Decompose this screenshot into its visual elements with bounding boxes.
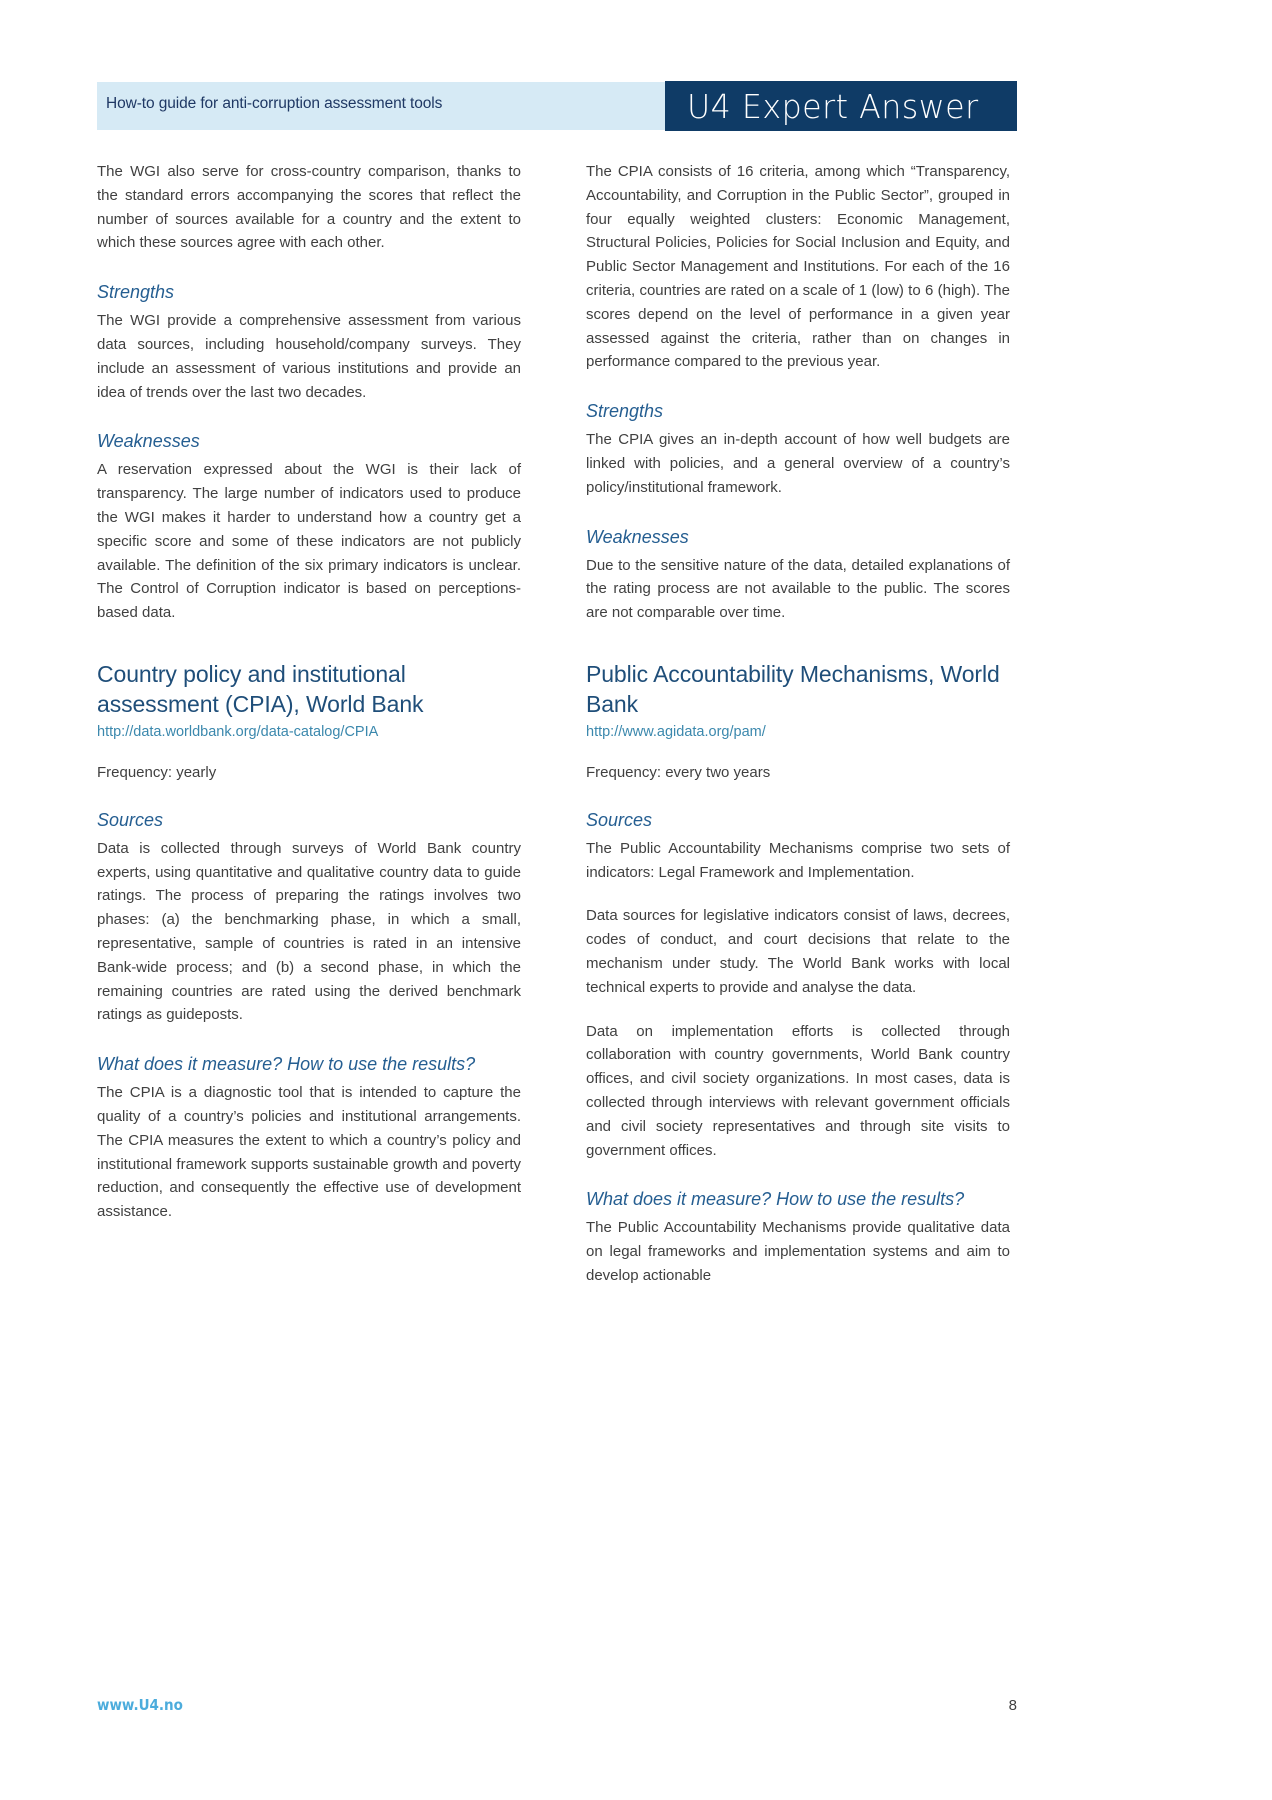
- cpia-weaknesses-paragraph: Due to the sensitive nature of the data, detailed explanations of the rating process are not available to the public. The scores are not comparable over time.: [586, 556, 1010, 622]
- heading-measure-cpia: What does it measure? How to use the results?: [97, 1054, 476, 1075]
- heading-measure-pam: What does it measure? How to use the results?: [586, 1189, 965, 1210]
- heading-sources-pam: Sources: [586, 809, 653, 830]
- heading-strengths-wgi: Strengths: [97, 282, 175, 303]
- pam-source-link[interactable]: http://www.agidata.org/pam/: [586, 723, 766, 740]
- footer-website-link[interactable]: www.U4.no: [97, 1696, 183, 1714]
- cpia-criteria-paragraph: The CPIA consists of 16 criteria, among which “Transparency, Accountability, and Corruption in the Public Sector”, grouped in four equally weighted clusters: Economic Management, Structural Policies, Policies for Social Inclusion and Equity, and Public Sector Management and Institutions. For each of the 16 criteria, countries are rated on a scale of 1 (low) to 6 (high). The scores depend on the level of performance in a given year assessed against the criteria, rather than on changes in performance compared to the previous year.: [586, 163, 1010, 371]
- pam-sources-paragraph-1: The Public Accountability Mechanisms comprise two sets of indicators: Legal Framework and Implementation.: [586, 839, 1010, 881]
- page-footer: [97, 1696, 1017, 1714]
- pam-sources-paragraph-3: Data on implementation efforts is collected through collaboration with country governments, World Bank country offices, and civil society organizations. In most cases, data is collected through interviews with relevant government officials and civil society representatives and through site visits to government offices.: [586, 1022, 1010, 1159]
- heading-sources-cpia: Sources: [97, 809, 164, 830]
- pam-frequency: Frequency: every two years: [586, 763, 771, 781]
- cpia-source-link[interactable]: http://data.worldbank.org/data-catalog/CPIA: [97, 723, 379, 740]
- left-column: [97, 160, 521, 1224]
- wgi-strengths-paragraph: The WGI provide a comprehensive assessment from various data sources, including household/company surveys. They include an assessment of various institutions and provide an idea of trends over the last two decades.: [97, 312, 521, 401]
- page-header: [97, 82, 1017, 130]
- heading-weaknesses-cpia: Weaknesses: [586, 526, 689, 547]
- cpia-frequency: Frequency: yearly: [97, 763, 217, 781]
- pam-measure-paragraph: The Public Accountability Mechanisms provide qualitative data on legal frameworks and implementation systems and aim to develop actionable: [586, 1219, 1010, 1284]
- u4-logo-box: [665, 81, 1017, 131]
- heading-strengths-cpia: Strengths: [586, 401, 664, 422]
- wgi-weaknesses-paragraph: A reservation expressed about the WGI is their lack of transparency. The large number of indicators used to produce the WGI makes it harder to understand how a country get a specific score and some of these indicators are not publicly available. The definition of the six primary indicators is unclear. The Control of Corruption indicator is based on perceptions-based data.: [97, 461, 521, 622]
- u4-logo-text: U4 Expert Answer: [687, 86, 979, 126]
- wgi-intro-paragraph: The WGI also serve for cross-country comparison, thanks to the standard errors accompanying the scores that reflect the number of sources available for a country and the extent to which these sources agree with each other.: [97, 163, 521, 252]
- pam-sources-paragraph-2: Data sources for legislative indicators consist of laws, decrees, codes of conduct, and court decisions that relate to the mechanism under study. The World Bank works with local technical experts to provide and analyse the data.: [586, 907, 1010, 996]
- heading-weaknesses-wgi: Weaknesses: [97, 431, 200, 452]
- header-guide-title: How-to guide for anti-corruption assessment tools: [106, 95, 443, 112]
- cpia-sources-paragraph: Data is collected through surveys of World Bank country experts, using quantitative and qualitative country data to guide ratings. The process of preparing the ratings involves two phases: (a) the benchmarking phase, in which a small, representative, sample of countries is rated in an intensive Bank-wide process; and (b) a second phase, in which the remaining countries are rated using the derived benchmark ratings as guideposts.: [97, 839, 521, 1024]
- heading-pam-section: Public Accountability Mechanisms, World Bank: [586, 660, 1000, 717]
- right-column: [586, 160, 1010, 1288]
- footer-page-number: 8: [1008, 1697, 1017, 1714]
- cpia-strengths-paragraph: The CPIA gives an in-depth account of how well budgets are linked with policies, and a general overview of a country’s policy/institutional framework.: [586, 431, 1010, 496]
- heading-cpia-section: Country policy and institutional assessment (CPIA), World Bank: [97, 660, 424, 717]
- cpia-measure-paragraph: The CPIA is a diagnostic tool that is intended to capture the quality of a country’s policies and institutional arrangements. The CPIA measures the extent to which a country’s policy and institutional framework supports sustainable growth and poverty reduction, and consequently the effective use of development assistance.: [97, 1084, 521, 1221]
